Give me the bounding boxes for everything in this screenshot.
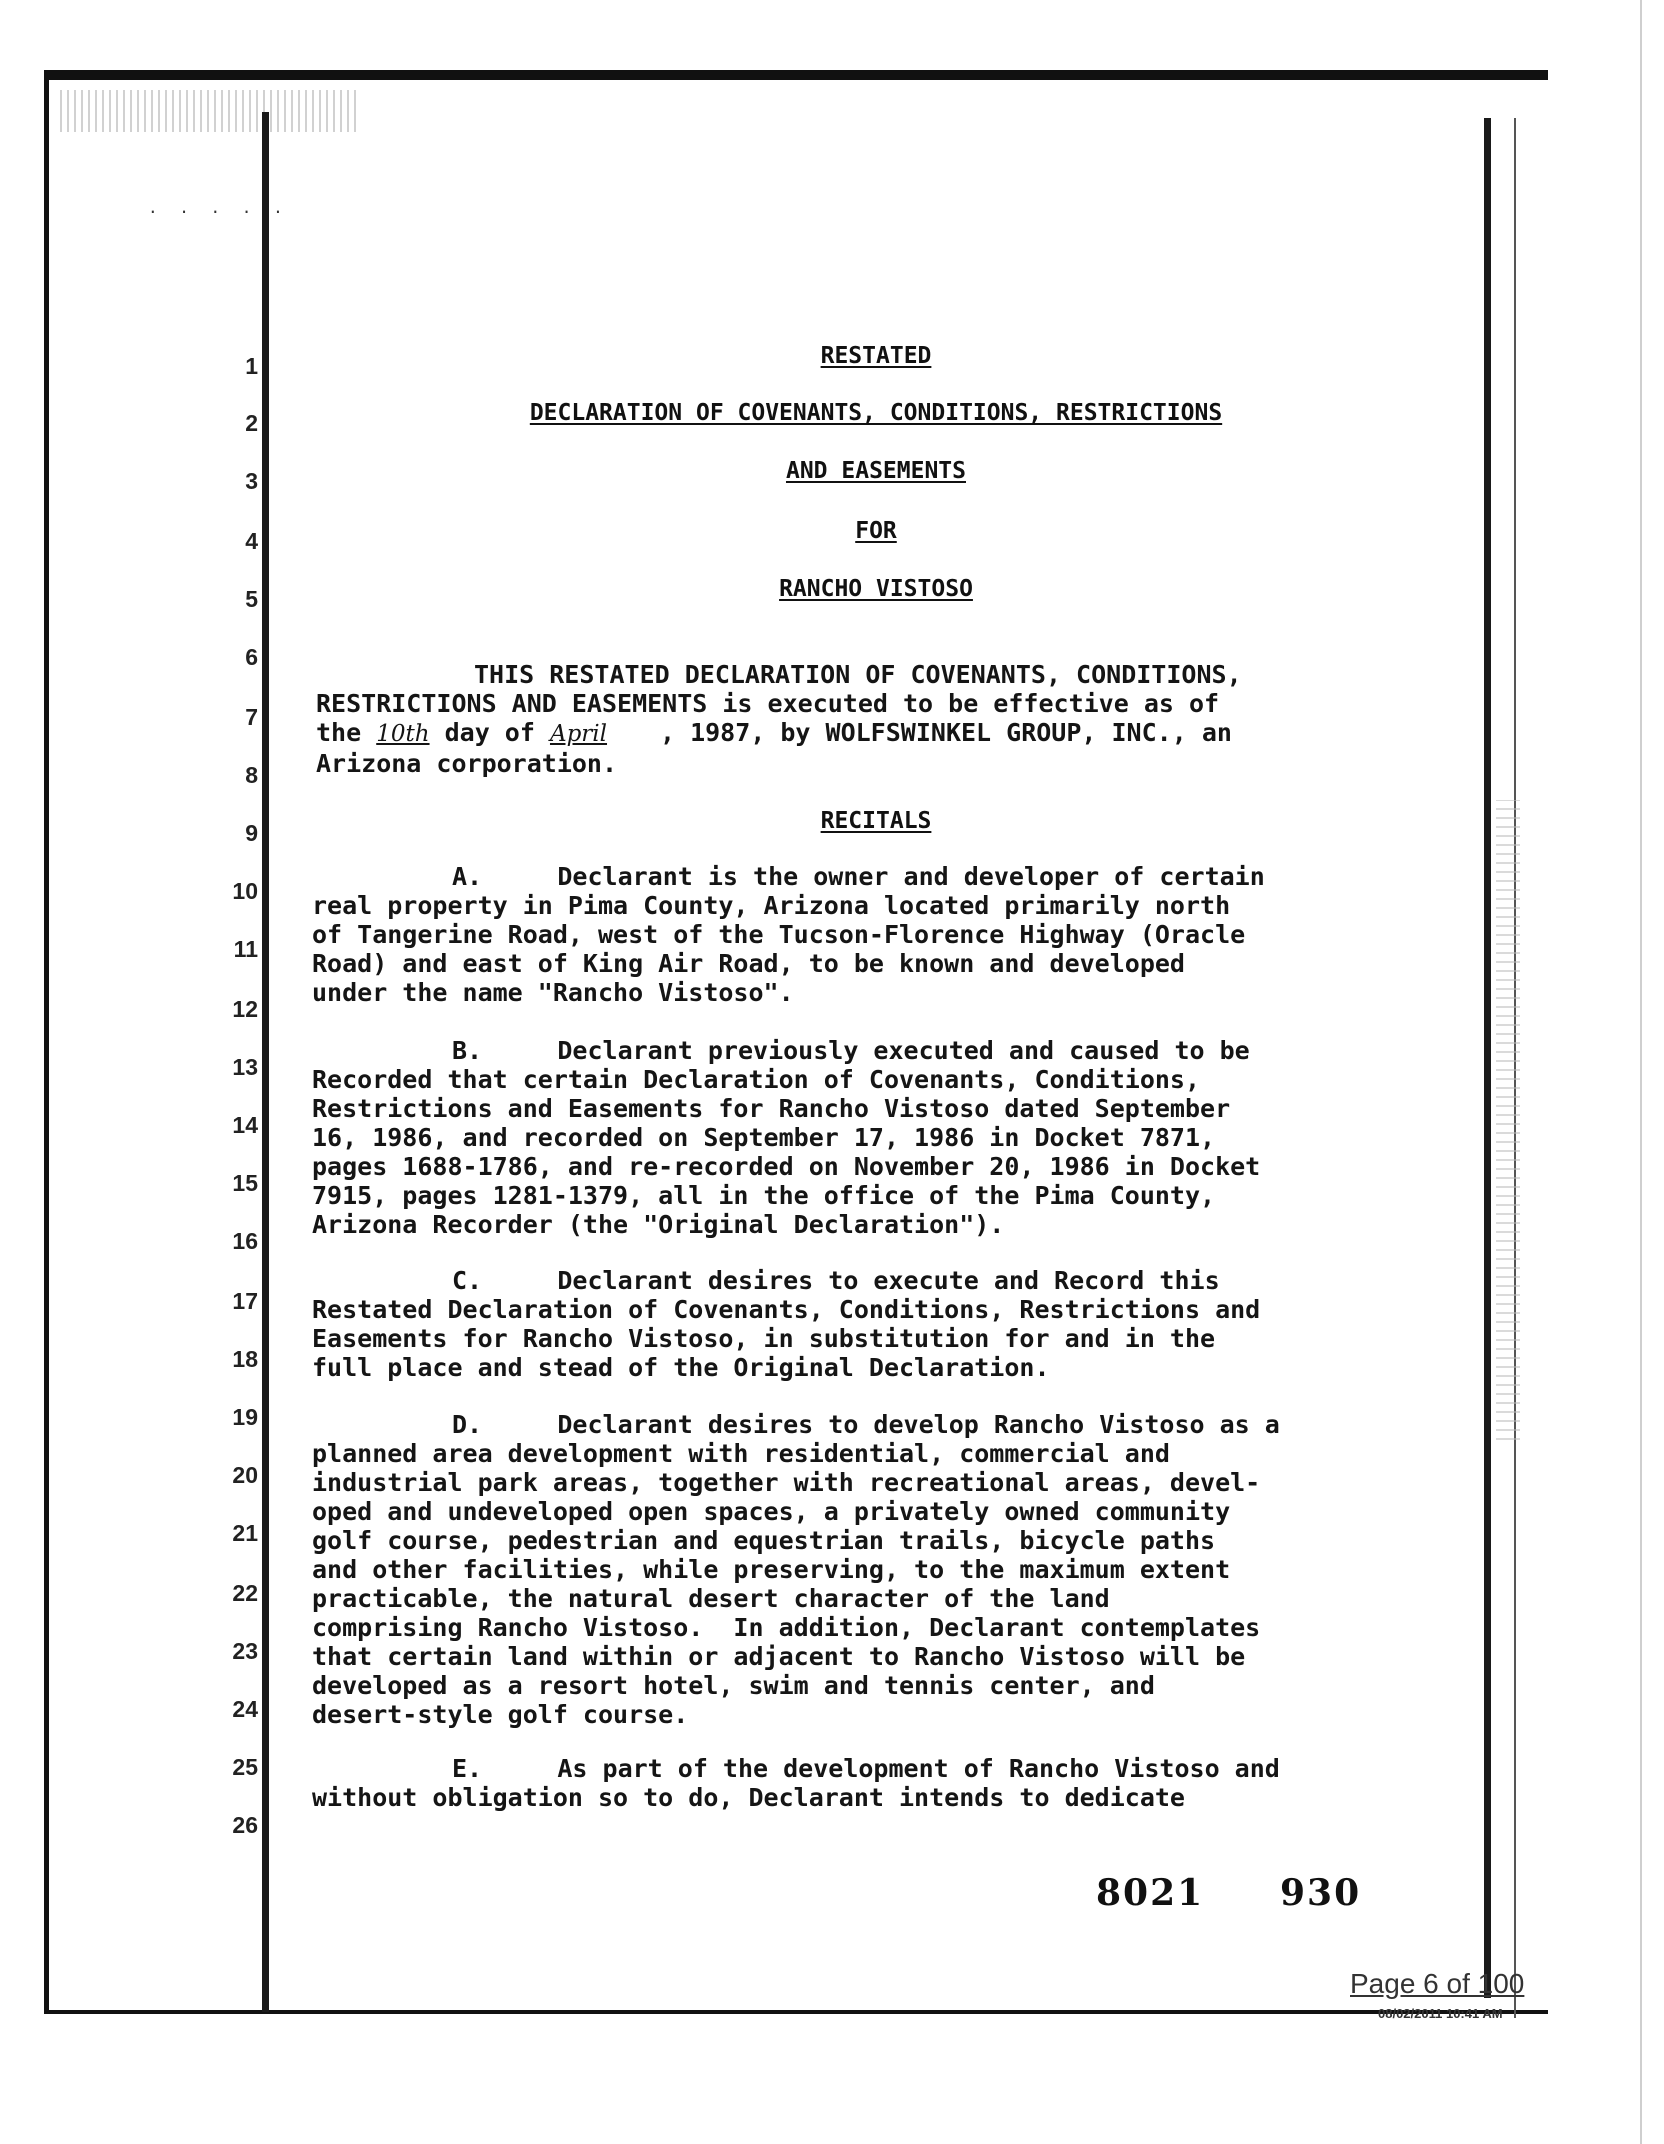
scan-speckle bbox=[1496, 800, 1520, 1440]
recital-line: B. Declarant previously executed and caused to be bbox=[452, 1036, 1250, 1065]
preamble-line: RESTRICTIONS AND EASEMENTS is executed to be effective as of bbox=[316, 689, 1220, 718]
recital-line: practicable, the natural desert character of the land bbox=[312, 1584, 1110, 1613]
right-margin-rule bbox=[1484, 118, 1491, 1998]
line-number: 24 bbox=[232, 1696, 258, 1722]
line-number: 2 bbox=[245, 410, 258, 436]
recital-line: industrial park areas, together with recreational areas, devel- bbox=[312, 1468, 1261, 1497]
line-number: 23 bbox=[232, 1638, 258, 1664]
line-number: 7 bbox=[245, 704, 258, 730]
recital-line: 16, 1986, and recorded on September 17, 1986 in Docket 7871, bbox=[312, 1123, 1216, 1152]
timestamp: 08/02/2011 10:41 AM bbox=[1378, 2006, 1503, 2021]
line-number: 19 bbox=[232, 1404, 258, 1430]
scan-noise bbox=[60, 90, 360, 132]
recital-d bbox=[312, 1410, 1280, 1729]
line-number: 5 bbox=[245, 586, 258, 612]
line-number: 16 bbox=[232, 1228, 258, 1254]
recital-line: comprising Rancho Vistoso. In addition, Declarant contemplates bbox=[312, 1613, 1261, 1642]
line-number: 11 bbox=[233, 936, 258, 962]
recital-line: real property in Pima County, Arizona located primarily north bbox=[312, 891, 1231, 920]
line-number: 20 bbox=[232, 1462, 258, 1488]
recital-line: developed as a resort hotel, swim and tennis center, and bbox=[312, 1671, 1155, 1700]
preamble-text: day of bbox=[429, 718, 550, 747]
line-number: 3 bbox=[245, 468, 258, 494]
preamble-line: Arizona corporation. bbox=[316, 749, 618, 778]
left-margin-rule bbox=[262, 112, 269, 2012]
recital-line: Restated Declaration of Covenants, Conditions, Restrictions and bbox=[312, 1295, 1261, 1324]
recital-b bbox=[312, 1036, 1260, 1239]
preamble-text: , 1987, by WOLFSWINKEL GROUP, INC., an bbox=[659, 718, 1232, 747]
recital-line: desert-style golf course. bbox=[312, 1700, 689, 1729]
line-number: 13 bbox=[232, 1054, 258, 1080]
page-footer: Page 6 of 100 bbox=[1350, 1968, 1525, 1999]
recital-line: Easements for Rancho Vistoso, in substitution for and in the bbox=[312, 1324, 1216, 1353]
recital-line: without obligation so to do, Declarant intends to dedicate bbox=[312, 1783, 1185, 1812]
line-number: 10 bbox=[232, 878, 258, 904]
title-restated: RESTATED bbox=[820, 343, 932, 369]
line-number: 9 bbox=[245, 820, 258, 846]
title-rancho-vistoso: RANCHO VISTOSO bbox=[779, 576, 973, 602]
recital-line: D. Declarant desires to develop Rancho Vistoso as a bbox=[452, 1410, 1280, 1439]
line-number: 18 bbox=[232, 1346, 258, 1372]
recital-line: under the name "Rancho Vistoso". bbox=[312, 978, 794, 1007]
line-number: 8 bbox=[245, 762, 258, 788]
recital-line: E. As part of the development of Rancho Vistoso and bbox=[452, 1754, 1280, 1783]
scan-edge bbox=[1640, 0, 1642, 2144]
line-number: 12 bbox=[232, 996, 258, 1022]
title-declaration: DECLARATION OF COVENANTS, CONDITIONS, RESTRICTIONS bbox=[529, 400, 1223, 426]
line-number: 21 bbox=[232, 1520, 258, 1546]
recital-line: pages 1688-1786, and re-recorded on November 20, 1986 in Docket bbox=[312, 1152, 1261, 1181]
recital-line: C. Declarant desires to execute and Record this bbox=[452, 1266, 1220, 1295]
recital-line: 7915, pages 1281-1379, all in the office of the Pima County, bbox=[312, 1181, 1216, 1210]
title-for: FOR bbox=[855, 518, 897, 544]
margin-dots: . . . . . bbox=[148, 198, 289, 217]
recital-line: A. Declarant is the owner and developer of certain bbox=[452, 862, 1265, 891]
line-number: 17 bbox=[232, 1288, 258, 1314]
recital-line: and other facilities, while preserving, to the maximum extent bbox=[312, 1555, 1231, 1584]
preamble-line: the bbox=[316, 718, 377, 747]
recitals-heading: RECITALS bbox=[820, 808, 932, 834]
docket-number: 8021 bbox=[1096, 1872, 1205, 1914]
handwritten-day: 10th bbox=[376, 721, 430, 747]
preamble-paragraph bbox=[316, 660, 1242, 778]
line-number: 22 bbox=[232, 1580, 258, 1606]
title-easements: AND EASEMENTS bbox=[785, 458, 966, 484]
recital-line: Arizona Recorder (the "Original Declaration"). bbox=[312, 1210, 1005, 1239]
recital-a bbox=[312, 862, 1265, 1007]
line-number: 14 bbox=[232, 1112, 258, 1138]
recital-c bbox=[312, 1266, 1260, 1382]
recital-line: Road) and east of King Air Road, to be known and developed bbox=[312, 949, 1185, 978]
recital-line: that certain land within or adjacent to Rancho Vistoso will be bbox=[312, 1642, 1246, 1671]
recital-e bbox=[312, 1754, 1280, 1812]
recital-line: planned area development with residential, commercial and bbox=[312, 1439, 1170, 1468]
handwritten-month: April bbox=[549, 721, 608, 747]
recital-line: golf course, pedestrian and equestrian trails, bicycle paths bbox=[312, 1526, 1216, 1555]
recital-line: full place and stead of the Original Declaration. bbox=[312, 1353, 1050, 1382]
line-number: 26 bbox=[232, 1812, 258, 1838]
line-number: 25 bbox=[232, 1754, 258, 1780]
preamble-line: THIS RESTATED DECLARATION OF COVENANTS, CONDITIONS, bbox=[474, 660, 1242, 689]
recital-line: of Tangerine Road, west of the Tucson-Florence Highway (Oracle bbox=[312, 920, 1246, 949]
recital-line: Restrictions and Easements for Rancho Vistoso dated September bbox=[312, 1094, 1231, 1123]
line-number: 4 bbox=[245, 528, 258, 554]
recital-line: oped and undeveloped open spaces, a privately owned community bbox=[312, 1497, 1231, 1526]
recital-line: Recorded that certain Declaration of Covenants, Conditions, bbox=[312, 1065, 1201, 1094]
line-number: 6 bbox=[245, 644, 258, 670]
docket-page: 930 bbox=[1280, 1872, 1362, 1914]
line-number: 15 bbox=[232, 1170, 258, 1196]
line-number: 1 bbox=[245, 353, 258, 379]
